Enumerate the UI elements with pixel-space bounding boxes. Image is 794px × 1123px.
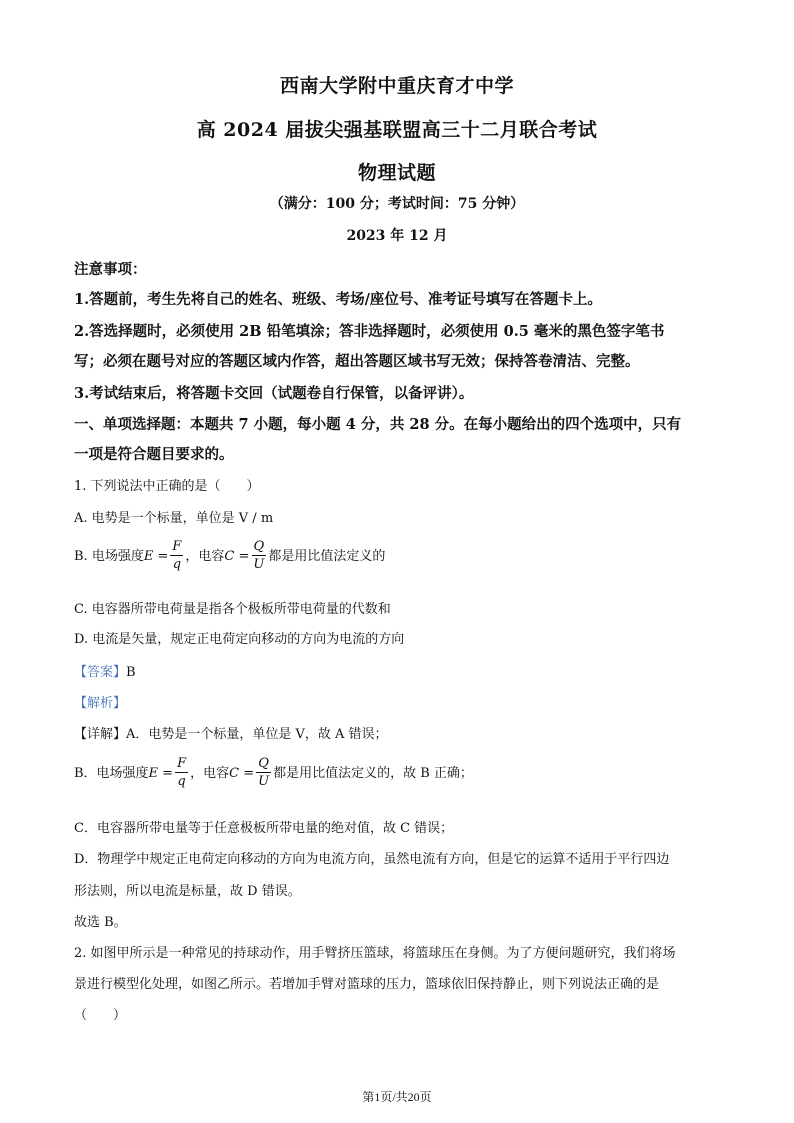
detail-a: 【详解】A．电势是一个标量，单位是 V，故 A 错误； <box>74 727 388 742</box>
section-1-line-2: 一项是符合题目要求的。 <box>74 446 234 463</box>
answer-value: B <box>126 665 136 680</box>
q2-line-3: （ ） <box>74 1008 127 1023</box>
q1-option-b-prefix: B. 电场强度 <box>74 549 144 564</box>
detail-formula-e-numerator: F <box>177 756 187 771</box>
section-1-line-1: 一、单项选择题：本题共 7 小题，每小题 4 分，共 28 分。在每小题给出的四个选项中，只有 <box>74 416 682 433</box>
q1-option-b-mid: ，电容 <box>185 549 225 564</box>
q1-conclusion: 故选 B。 <box>74 915 127 930</box>
exam-date: 2023 年 12 月 <box>346 228 448 244</box>
exam-title: 高 2024 届拔尖强基联盟高三十二月联合考试 <box>196 119 598 141</box>
detail-d-line-2: 形法则，所以电流是标量，故 D 错误。 <box>74 884 301 899</box>
q1-option-c: C. 电容器所带电荷量是指各个极板所带电荷量的代数和 <box>74 602 391 617</box>
q1-option-b-suffix: 都是用比值法定义的 <box>268 549 386 564</box>
detail-formula-c-fraction <box>256 756 271 791</box>
formula-c-numerator: Q <box>253 539 265 554</box>
q2-line-1: 2. 如图甲所示是一种常见的持球动作，用手臂挤压篮球，将篮球压在身侧。为了方便问题研究，我们将场 <box>74 946 676 961</box>
formula-e-fraction <box>170 539 183 574</box>
detail-formula-c-numerator: Q <box>258 756 269 771</box>
answer-tag: 【答案】 <box>74 665 127 680</box>
subject-title: 物理试题 <box>357 162 436 184</box>
detail-formula-e-lhs: E = <box>148 766 174 781</box>
analysis-tag: 【解析】 <box>74 696 127 711</box>
detail-formula-c-lhs: C = <box>229 766 255 781</box>
score-time: （满分：100 分；考试时间：75 分钟） <box>269 196 525 212</box>
q1-option-b <box>74 539 734 574</box>
formula-c-fraction <box>251 539 266 574</box>
q1-stem: 1. 下列说法中正确的是（ ） <box>74 479 260 494</box>
formula-c-lhs: C = <box>224 549 250 564</box>
note-2-line-2: 写；必须在题号对应的答题区域内作答，超出答题区域书写无效；保持答卷清洁、完整。 <box>74 353 640 370</box>
note-3: 3.考试结束后，将答题卡交回（试题卷自行保管，以备评讲）。 <box>74 385 474 402</box>
detail-formula-e-denominator: q <box>177 774 186 789</box>
detail-c: C．电容器所带电量等于任意极板所带电量的绝对值，故 C 错误； <box>74 821 454 836</box>
note-2-line-1: 2.答选择题时，必须使用 2B 铅笔填涂；答非选择题时，必须使用 0.5 毫米的黑色签字笔书 <box>74 323 665 340</box>
formula-e-numerator: F <box>172 539 182 554</box>
detail-d-line-1: D．物理学中规定正电荷定向移动的方向为电流方向，虽然电流有方向，但是它的运算不适用于平行四边 <box>74 852 670 867</box>
formula-c-denominator: U <box>253 557 265 572</box>
detail-formula-c-denominator: U <box>258 774 270 789</box>
q1-option-a: A. 电势是一个标量，单位是 V / m <box>74 511 274 526</box>
note-1: 1.答题前，考生先将自己的姓名、班级、考场/座位号、准考证号填写在答题卡上。 <box>74 291 602 308</box>
detail-b <box>74 756 734 791</box>
notes-heading: 注意事项： <box>74 261 147 278</box>
school-title: 西南大学附中重庆育才中学 <box>279 75 514 97</box>
formula-e-denominator: q <box>172 557 182 572</box>
detail-formula-e-fraction <box>175 756 188 791</box>
detail-b-prefix: B．电场强度 <box>74 766 149 781</box>
page-footer: 第1页/共20页 <box>362 1090 432 1104</box>
detail-b-mid: ，电容 <box>190 766 230 781</box>
q1-option-d: D. 电流是矢量，规定正电荷定向移动的方向为电流的方向 <box>74 632 405 647</box>
formula-e-lhs: E = <box>143 549 169 564</box>
q2-line-2: 景进行模型化处理，如图乙所示。若增加手臂对篮球的压力，篮球依旧保持静止，则下列说法正确的是 <box>74 977 660 992</box>
q1-answer <box>74 661 734 680</box>
detail-b-suffix: 都是用比值法定义的，故 B 正确； <box>273 766 473 781</box>
